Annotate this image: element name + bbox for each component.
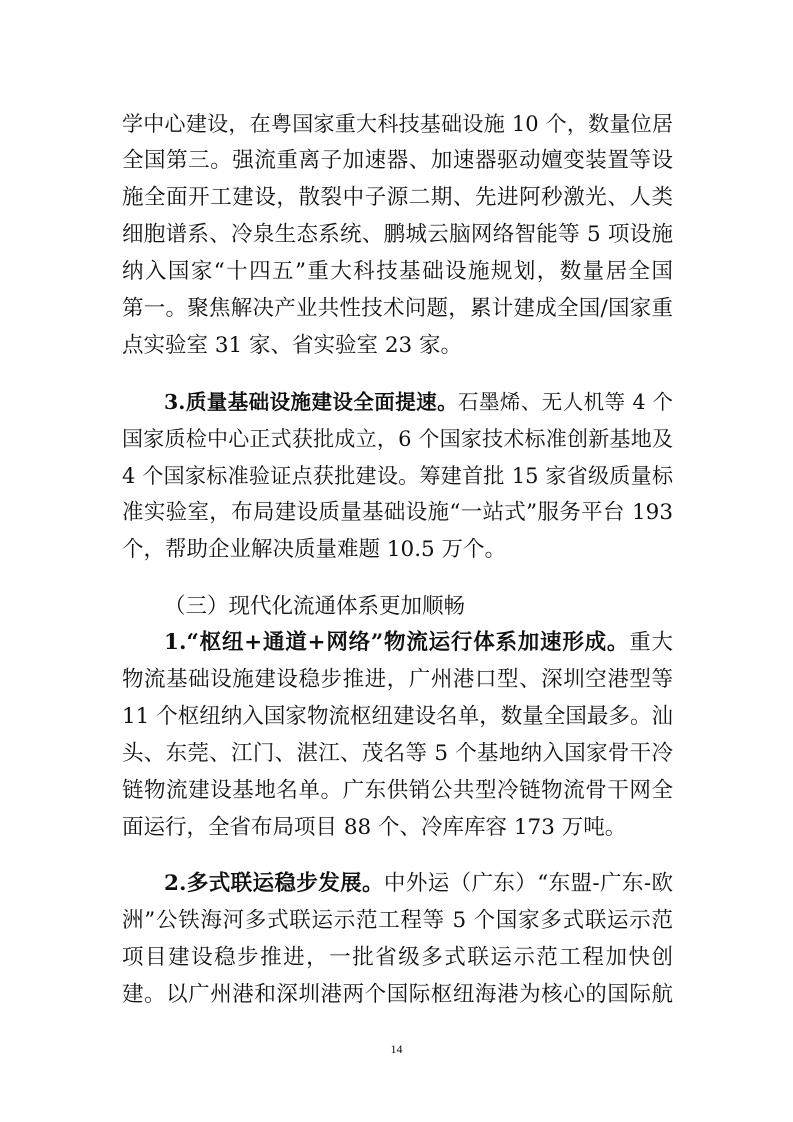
text-line [164,866,673,902]
text-line: 4 个国家标准验证点获批建设。筹建首批 15 家省级质量标 [122,464,673,488]
text-line: 点实验室 31 家、省实验室 23 家。 [122,333,463,358]
text-line: 个，帮助企业解决质量难题 10.5 万个。 [122,537,507,562]
text-line: 施全面开工建设，散裂中子源二期、先进阿秒激光、人类 [122,185,673,210]
text-run: 石墨烯、无人机等 4 个 [458,390,674,414]
text-line: 物流基础设施建设稳步推进，广州港口型、深圳空港型等 [122,667,673,692]
text-line: 项目建设稳步推进，一批省级多式联运示范工程加快创 [122,945,673,970]
paragraph-heading: 3.质量基础设施建设全面提速。 [164,390,459,414]
text-line: 面运行，全省布局项目 88 个、冷库库容 173 万吨。 [122,815,627,840]
text-line: 准实验室，布局建设质量基础设施“一站式”服务平台 193 [122,500,673,525]
text-line: 头、东莞、江门、湛江、茂名等 5 个基地纳入国家骨干冷 [122,741,673,766]
text-line: 11 个枢纽纳入国家物流枢纽建设名单，数量全国最多。汕 [122,704,673,729]
text-line: 纳入国家“十四五”重大科技基础设施规划，数量居全国 [122,259,673,284]
text-line: 全国第三。强流重离子加速器、加速器驱动嬗变装置等设 [122,148,673,173]
text-run: 重大 [629,630,673,655]
text-run: 中外运（广东）“东盟-广东-欧 [383,871,673,896]
text-line: 国家质检中心正式获批成立，6 个国家技术标准创新基地及 [122,427,673,451]
text-line: 学中心建设，在粤国家重大科技基础设施 10 个，数量位居 [122,112,673,136]
paragraph-heading: 2.多式联运稳步发展。 [164,871,384,896]
page-number: 14 [390,1042,403,1056]
section-heading: （三）现代化流通体系更加顺畅 [164,594,466,619]
text-line [164,625,673,661]
paragraph-heading: 1.“枢纽+通道+网络”物流运行体系加速形成。 [164,630,630,655]
text-line: 第一。聚焦解决产业共性技术问题，累计建成全国/国家重 [122,296,673,321]
text-line: 链物流建设基地名单。广东供销公共型冷链物流骨干网全 [122,778,673,803]
text-line: 洲”公铁海河多式联运示范工程等 5 个国家多式联运示范 [122,908,673,933]
text-line: 建。以广州港和深圳港两个国际枢纽海港为核心的国际航 [122,982,673,1007]
text-line [164,384,673,420]
text-line: 细胞谱系、冷泉生态系统、鹏城云脑网络智能等 5 项设施 [122,222,673,247]
